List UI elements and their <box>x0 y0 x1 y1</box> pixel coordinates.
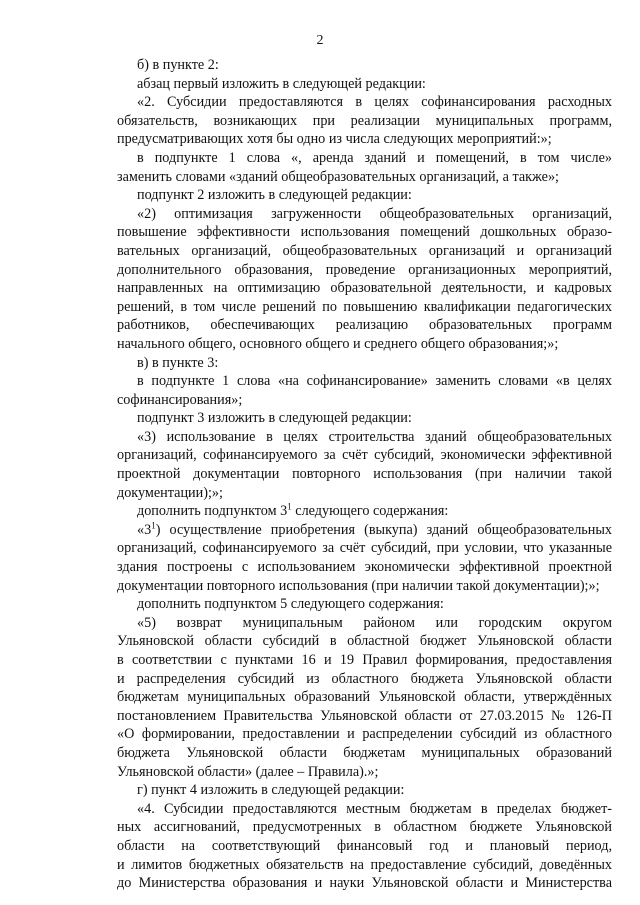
text-line: подпункт 2 изложить в следующей редакции: <box>137 187 412 204</box>
text-line: Ульяновской области субсидий в областной бюджет Ульяновской области <box>117 633 612 650</box>
text-line: здания построены с использованием экономически эффективной проектной <box>117 559 612 576</box>
text-line: в подпункте 1 слова «, аренда зданий и помещений, в том числе» <box>137 149 612 166</box>
text-line: до Министерства образования и науки Ульяновской области и Министерства <box>117 875 612 892</box>
text-line: постановлением Правительства Ульяновской области от 27.03.2015 № 126-П <box>117 707 612 724</box>
text-line: решений, в том числе решений по повышению квалификации педагогических <box>117 298 612 315</box>
text-line: области на соответствующий финансовый год и плановый период, <box>117 837 612 854</box>
text-line: ных ассигнований, предусмотренных в областном бюджете Ульяновской <box>117 819 612 836</box>
text-line: начального общего, основного общего и среднего общего образования;»; <box>117 335 559 352</box>
text-line: в подпункте 1 слова «на софинансирование» заменить словами «в целях <box>137 373 612 390</box>
text-line: в соответствии с пунктами 16 и 19 Правил формирования, предоставления <box>117 652 612 668</box>
text-line: «3) использование в целях строительства зданий общеобразовательных <box>137 428 612 445</box>
text-line: «О формировании, предоставлении и распределении субсидий из областного <box>117 726 612 743</box>
text-segment: следующего содержания: <box>291 503 449 520</box>
text-line: организаций, софинансируемого за счёт субсидий, при условии, что указанные <box>117 540 612 557</box>
text-line <box>117 521 612 540</box>
text-segment: «3 <box>137 521 152 538</box>
text-line: в) в пункте 3: <box>137 354 219 371</box>
text-line: бюджета Ульяновской области бюджетам муниципальных образований <box>117 744 612 761</box>
text-line: работников, обеспечивающих реализацию образовательных программ <box>117 317 612 334</box>
text-line: «2. Субсидии предоставляются в целях софинансирования расходных <box>137 94 612 111</box>
text-line: обязательств, возникающих при реализации муниципальных программ, <box>117 112 612 129</box>
text-line: вательных организаций, общеобразовательных организаций и организаций <box>117 242 612 259</box>
text-line: предусматривающих хотя бы одно из числа следующих мероприятий:»; <box>117 131 552 148</box>
text-line: б) в пункте 2: <box>137 57 219 73</box>
text-line: «4. Субсидии предоставляются местным бюджетам в пределах бюджет- <box>137 800 612 817</box>
text-line: бюджетам муниципальных образований Ульяновской области, утверждённых <box>117 689 612 706</box>
document-body <box>117 56 612 893</box>
text-line: направленных на оптимизацию образовательной деятельности, и кадровых <box>117 280 612 297</box>
text-line: заменить словами «зданий общеобразовательных организаций, а также»; <box>117 168 559 185</box>
text-segment: дополнить подпунктом 3 <box>137 503 288 520</box>
text-line: Ульяновской области» (далее – Правила).»; <box>117 763 379 780</box>
text-segment: ) осуществление приобретения (выкупа) зданий общеобразовательных <box>155 521 612 538</box>
text-line: абзац первый изложить в следующей редакции: <box>137 75 426 92</box>
superscript: 1 <box>287 501 292 512</box>
text-line: повышение эффективности использования помещений дошкольных образо- <box>117 224 612 241</box>
text-line: г) пункт 4 изложить в следующей редакции: <box>137 782 405 799</box>
text-line: документации повторного использования (при наличии такой документации);»; <box>117 577 600 594</box>
text-line: и лимитов бюджетных обязательств на предоставление субсидий, доведённых <box>117 856 612 873</box>
text-line: дополнить подпунктом 5 следующего содержания: <box>137 596 444 613</box>
text-line: дополнительного образования, проведение организационных мероприятий, <box>117 261 612 278</box>
text-line: софинансирования»; <box>117 391 243 408</box>
text-line: документации);»; <box>117 484 223 501</box>
page-number: 2 <box>316 33 324 48</box>
text-line: «2) оптимизация загруженности общеобразовательных организаций, <box>137 205 612 222</box>
text-line: организаций, софинансируемого за счёт субсидий, экономически эффективной <box>117 447 612 464</box>
superscript: 1 <box>151 520 156 531</box>
text-line: проектной документации повторного использования (при наличии такой <box>117 466 612 483</box>
text-line: и распределения субсидий из областного бюджета Ульяновской области <box>117 670 612 687</box>
text-line <box>117 502 612 521</box>
text-line: подпункт 3 изложить в следующей редакции: <box>137 410 412 427</box>
text-line: «5) возврат муниципальным районом или городским округом <box>137 614 612 631</box>
